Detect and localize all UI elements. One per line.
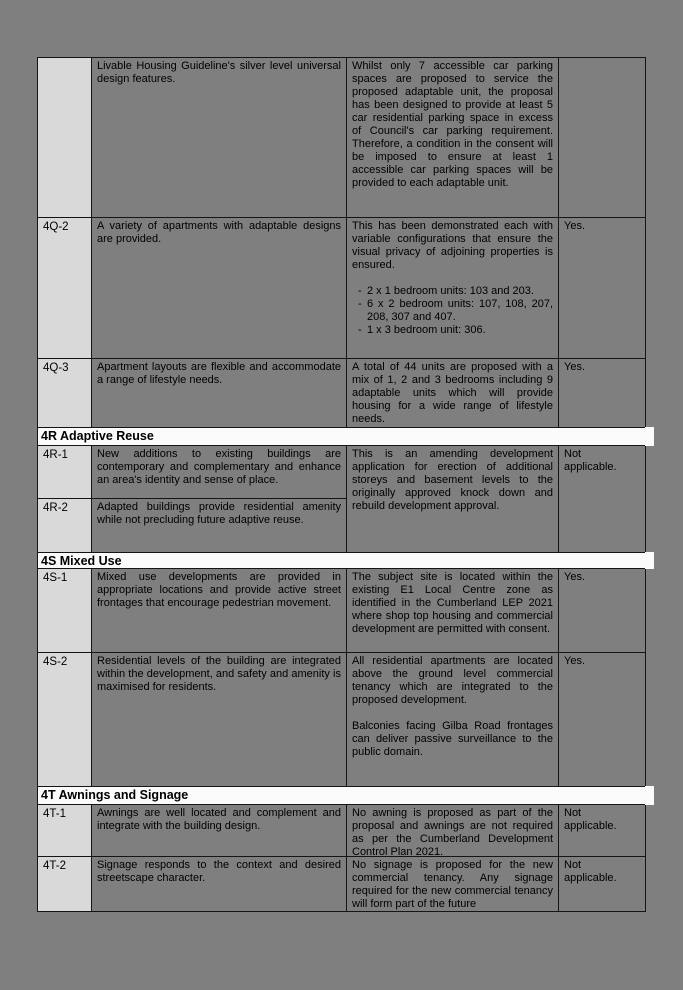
section-header-4r: 4R Adaptive Reuse — [38, 428, 646, 446]
criteria-cell-4r1: New additions to existing buildings are contemporary and complementary and enhance an area's identity and sense of place. — [92, 446, 347, 499]
response-cell-4q3: A total of 44 units are proposed with a mix of 1, 2 and 3 bedrooms including 9 adaptable units which will provide housing for a wide range of lifestyle needs. — [347, 359, 559, 428]
compliance-cell-4r-merged: Not applicable. — [559, 446, 646, 553]
criteria-cell-4s2: Residential levels of the building are integrated within the development, and safety and amenity is maximised for residents. — [92, 653, 347, 787]
criteria-cell-4r2: Adapted buildings provide residential amenity while not precluding future adaptive reuse. — [92, 499, 347, 553]
bullet-text: 1 x 3 bedroom unit: 306. — [367, 324, 486, 336]
paragraph-gap — [352, 272, 553, 285]
compliance-cell-4q2: Yes. — [559, 218, 646, 359]
response-paragraph: All residential apartments are located above the ground level commercial tenancy which are integrated to the proposed development. — [352, 655, 553, 706]
paragraph-gap — [352, 707, 553, 720]
response-cell-4r-merged: This is an amending development application for erection of additional storeys and basement levels to the originally approved knock down and rebuild development approval. — [347, 446, 559, 553]
compliance-cell-empty — [559, 58, 646, 218]
response-cell-4t2: No signage is proposed for the new commercial tenancy. Any signage required for the new commercial tenancy will form part of the future — [347, 857, 559, 912]
bullet-text: 6 x 2 bedroom units: 107, 108, 207, 208, 307 and 407. — [367, 298, 553, 323]
bullet-marker: - — [358, 298, 362, 310]
criteria-cell-continuation: Livable Housing Guideline's silver level universal design features. — [92, 58, 347, 218]
code-cell-4t2: 4T-2 — [38, 857, 92, 912]
criteria-cell-4t1: Awnings are well located and complement and integrate with the building design. — [92, 805, 347, 857]
section-header-4s: 4S Mixed Use — [38, 553, 646, 569]
code-cell-empty — [38, 58, 92, 218]
section-header-4t: 4T Awnings and Signage — [38, 787, 646, 805]
compliance-cell-4s2: Yes. — [559, 653, 646, 787]
response-cell-continuation: Whilst only 7 accessible car parking spaces are proposed to service the proposed adaptable unit, the proposal has been designed to provide at least 5 car residential parking space in excess of Council's car parking requirement. Therefore, a condition in the consent will be imposed to ensure at least 1 accessible car parking spaces will be provided to each adaptable unit. — [347, 58, 559, 218]
response-cell-4s2 — [347, 653, 559, 787]
response-paragraph: Balconies facing Gilba Road frontages can deliver passive surveillance to the public domain. — [352, 720, 553, 758]
bullet-marker: - — [358, 324, 362, 336]
code-cell-4s1: 4S-1 — [38, 569, 92, 653]
compliance-cell-4q3: Yes. — [559, 359, 646, 428]
criteria-cell-4t2: Signage responds to the context and desired streetscape character. — [92, 857, 347, 912]
unit-mix-bullet-list — [352, 285, 553, 337]
list-item — [352, 285, 553, 298]
criteria-cell-4s1: Mixed use developments are provided in appropriate locations and provide active street frontages that encourage pedestrian movement. — [92, 569, 347, 653]
response-cell-4t1: No awning is proposed as part of the proposal and awnings are not required as per the Cumberland Development Control Plan 2021. — [347, 805, 559, 857]
assessment-table-region — [37, 57, 659, 912]
bullet-marker: - — [358, 285, 362, 297]
compliance-cell-4t1: Not applicable. — [559, 805, 646, 857]
code-cell-4q3: 4Q-3 — [38, 359, 92, 428]
response-cell-4s1: The subject site is located within the existing E1 Local Centre zone as identified in the Cumberland LEP 2021 where shop top housing and commercial development are permitted with consent. — [347, 569, 559, 653]
criteria-cell-4q2: A variety of apartments with adaptable designs are provided. — [92, 218, 347, 359]
bullet-text: 2 x 1 bedroom units: 103 and 203. — [367, 285, 534, 297]
compliance-cell-4s1: Yes. — [559, 569, 646, 653]
code-cell-4s2: 4S-2 — [38, 653, 92, 787]
code-cell-4q2: 4Q-2 — [38, 218, 92, 359]
criteria-cell-4q3: Apartment layouts are flexible and accommodate a range of lifestyle needs. — [92, 359, 347, 428]
assessment-table — [37, 57, 646, 912]
code-cell-4t1: 4T-1 — [38, 805, 92, 857]
code-cell-4r2: 4R-2 — [38, 499, 92, 553]
response-intro-4q2: This has been demonstrated each with variable configurations that ensure the visual privacy of adjoining properties is ensured. — [352, 220, 553, 271]
list-item — [352, 298, 553, 324]
response-cell-4q2 — [347, 218, 559, 359]
code-cell-4r1: 4R-1 — [38, 446, 92, 499]
list-item — [352, 324, 553, 337]
compliance-cell-4t2: Not applicable. — [559, 857, 646, 912]
